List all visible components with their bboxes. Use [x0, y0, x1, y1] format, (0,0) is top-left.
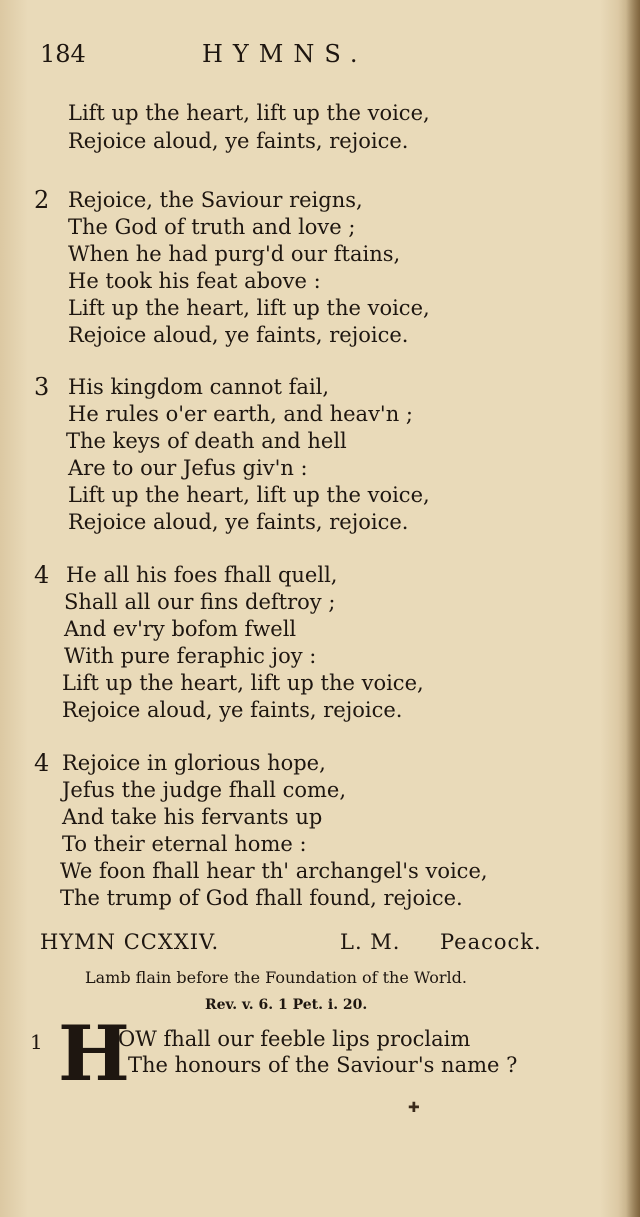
drop-cap: H — [58, 1009, 130, 1098]
verse-line: The keys of death and hell — [66, 429, 347, 453]
verse-line: Rejoice aloud, ye faints, rejoice. — [68, 323, 409, 347]
hymn-metre: L. M. — [340, 930, 401, 954]
scripture-reference: Rev. v. 6. 1 Pet. i. 20. — [205, 997, 368, 1013]
verse-line: Rejoice aloud, ye faints, rejoice. — [62, 698, 403, 722]
page-number: 184 — [40, 40, 86, 68]
verse-line: We foon fhall hear th' archangel's voice, — [60, 859, 488, 883]
verse-number: 1 — [30, 1030, 43, 1054]
verse-number: 2 — [34, 186, 50, 214]
verse-line: Shall all our fins deftroy ; — [64, 590, 336, 614]
verse-line: Rejoice aloud, ye faints, rejoice. — [68, 129, 409, 153]
verse-line: Are to our Jefus giv'n : — [68, 456, 308, 480]
verse-line: Rejoice aloud, ye faints, rejoice. — [68, 510, 409, 534]
hymn-tune: Peacock. — [440, 930, 542, 954]
page-header — [40, 40, 440, 80]
verse-line: OW fhall our feeble lips proclaim — [118, 1027, 471, 1051]
verse-line: Rejoice, the Saviour reigns, — [68, 188, 363, 212]
verse-line: And ev'ry bofom fwell — [64, 617, 297, 641]
verse-line: Jefus the judge fhall come, — [62, 778, 347, 802]
hymn-title: HYMN CCXXIV. — [40, 930, 220, 954]
verse-line: With pure feraphic joy : — [64, 644, 317, 668]
verse-line: He all his foes fhall quell, — [66, 563, 338, 587]
verse-line: Lift up the heart, lift up the voice, — [68, 101, 430, 125]
verse-line: Lift up the heart, lift up the voice, — [68, 296, 430, 320]
verse-line: The trump of God fhall found, rejoice. — [60, 886, 463, 910]
verse-number: 4 — [34, 561, 50, 589]
verse-line: To their eternal home : — [62, 832, 307, 856]
verse-line: And take his fervants up — [62, 805, 323, 829]
page-edge-shadow — [626, 0, 640, 1217]
printer-ornament-icon: ✚ — [408, 1100, 420, 1116]
verse-line: When he had purg'd our ftains, — [68, 242, 401, 266]
verse-number: 4 — [34, 749, 50, 777]
verse-line: Rejoice in glorious hope, — [62, 751, 326, 775]
verse-number: 3 — [34, 373, 50, 401]
verse-line: He rules o'er earth, and heav'n ; — [68, 402, 413, 426]
verse-line: He took his feat above : — [68, 269, 321, 293]
running-title: HYMNS. — [202, 40, 368, 68]
verse-line: Lift up the heart, lift up the voice, — [68, 483, 430, 507]
verse-line: His kingdom cannot fail, — [68, 375, 330, 399]
hymn-subtitle: Lamb flain before the Foundation of the World. — [85, 968, 467, 987]
verse-line: The God of truth and love ; — [68, 215, 356, 239]
verse-line: Lift up the heart, lift up the voice, — [62, 671, 424, 695]
verse-line: The honours of the Saviour's name ? — [128, 1053, 518, 1077]
